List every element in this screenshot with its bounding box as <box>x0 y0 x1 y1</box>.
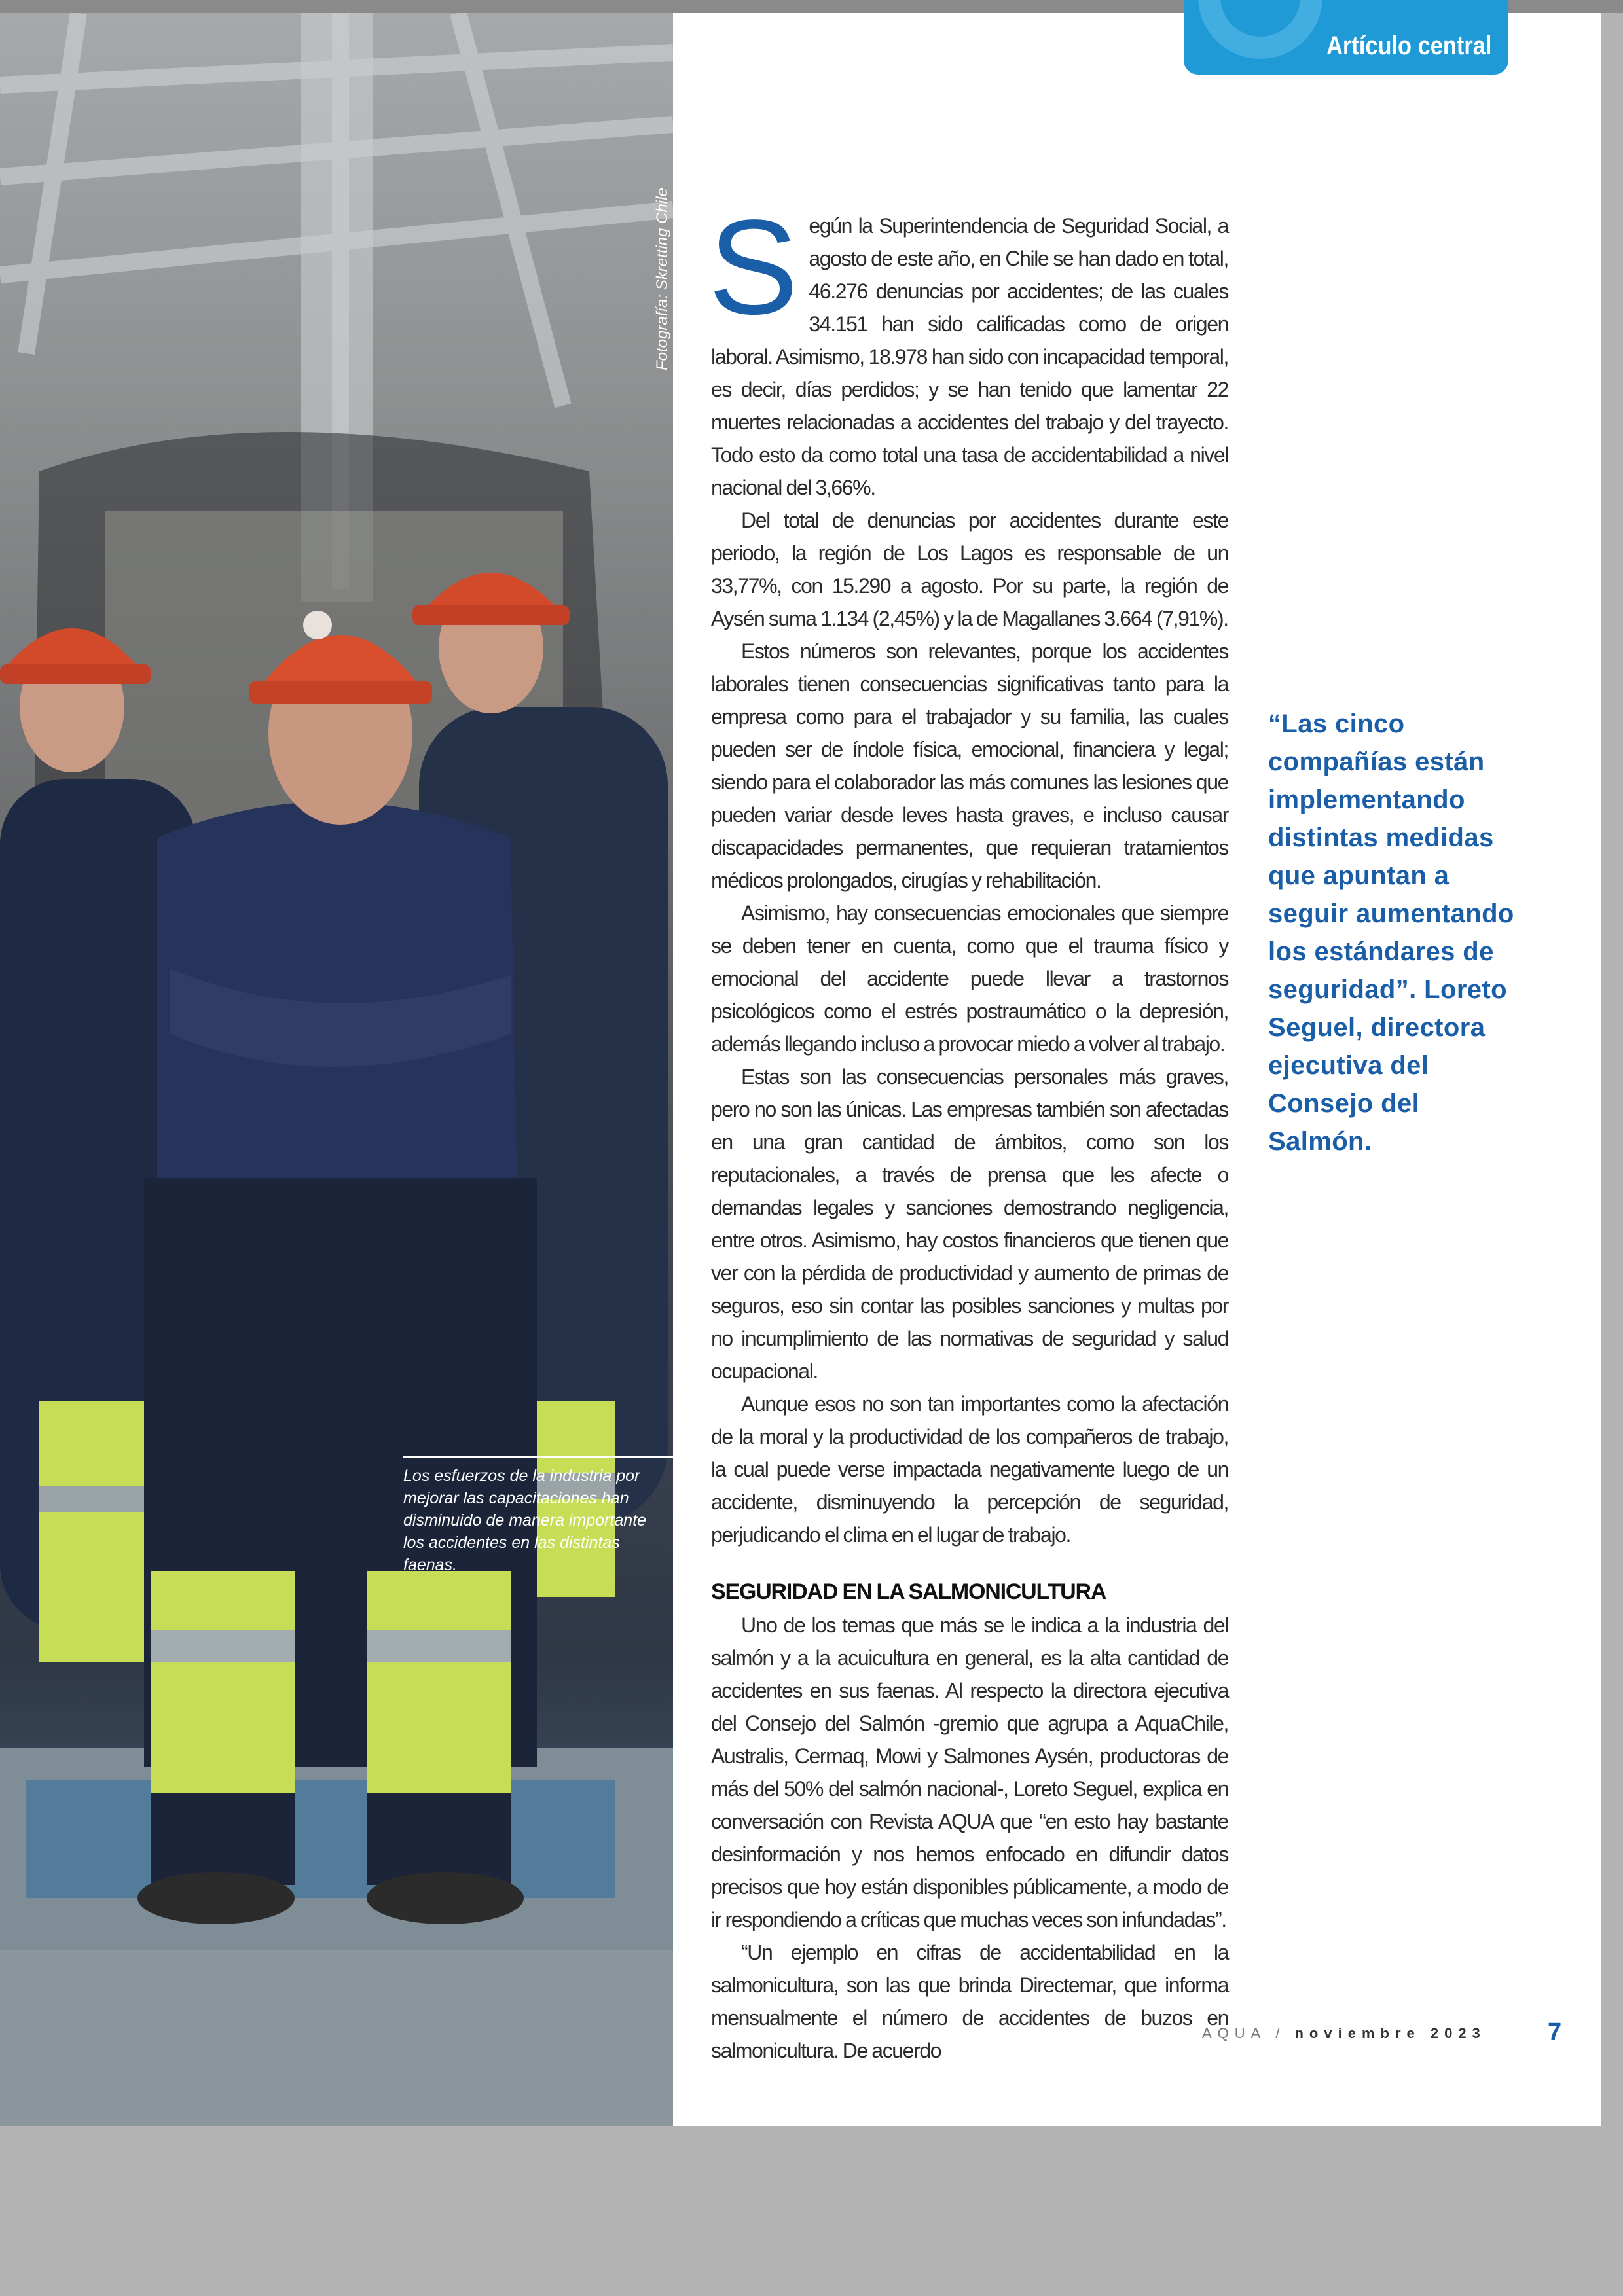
paragraph-6: Aunque esos no son tan importantes como la afectación de la moral y la productividad de los compañeros de trabajo, la cual puede verse impactada negativamente luego de un accidente, disminuyendo la percepción de seguridad, perjudicando el clima en el lugar de trabajo. <box>711 1392 1228 1547</box>
paragraph-1-text: egún la Superintendencia de Seguridad Social, a agosto de este año, en Chile se han dado en total, 46.276 denuncias por accidentes; de las cuales 34.151 han sido calificadas como de origen laboral. Asimismo, 18.978 han sido con incapacidad temporal, es decir, días perdidos; y se han tenido que lamentar 22 muertes relacionadas a accidentes del trabajo y del trayecto. Todo esto da como total una tasa de accidentabilidad a nivel nacional del 3,66%. <box>711 214 1228 499</box>
issue-date: noviembre 2023 <box>1294 2025 1486 2041</box>
photo-caption: Los esfuerzos de la industria por mejorar las capacitaciones han disminuido de manera importante los accidentes en las distintas faenas. <box>403 1467 647 1574</box>
footer-separator: / <box>1275 2025 1286 2041</box>
paragraph-8: “Un ejemplo en cifras de accidentabilidad en la salmonicultura, son las que brinda Directemar, que informa mensualmente el número de accidentes de buzos en salmonicultura. De acuerdo <box>711 1941 1228 2062</box>
page-number: 7 <box>1548 2018 1562 2046</box>
caption-rule <box>403 1456 673 1458</box>
paragraph-3: Estos números son relevantes, porque los accidentes laborales tienen consecuencias significativas tanto para la empresa como para el trabajador y su familia, las cuales pueden ser de índole física, emocional, financiera y legal; siendo para el colaborador las más comunes las lesiones que pueden variar desde leves hasta graves, e incluso causar discapacidades permanentes, que requieran tratamientos médicos prolongados, cirugías y rehabilitación. <box>711 639 1228 892</box>
paragraph-7: Uno de los temas que más se le indica a la industria del salmón y a la acuicultura en general, es la alta cantidad de accidentes en sus faenas. Al respecto la directora ejecutiva del Consejo del Salmón -gremio que agrupa a AquaChile, Australis, Cermaq, Mowi y Salmones Aysén, productoras de más del 50% del salmón nacional-, Loreto Seguel, explica en conversación con Revista AQUA que “en esto hay bastante desinformación y nos hemos enfocado en difundir datos precisos que hoy están disponibles públicamente, a modo de ir respondiendo a críticas que muchas veces son infundadas”. <box>711 1613 1228 1931</box>
workers-illustration <box>0 13 673 2126</box>
paragraph-5: Estas son las consecuencias personales más graves, pero no son las únicas. Las empresas también son afectadas en una gran cantidad de ámbitos, como son los reputacionales, a través de prensa que les afecte o demandas legales y sanciones demostrando negligencia, entre otros. Asimismo, hay costos financieros que tienen que ver con la pérdida de productividad y aumento de primas de seguros, eso sin contar las posibles sanciones y multas por no incumplimiento de las normativas de seguridad y salud ocupacional. <box>711 1065 1228 1383</box>
workers-photo <box>0 13 673 2126</box>
magazine-name: AQUA <box>1202 2025 1267 2041</box>
drop-cap: S <box>708 192 799 342</box>
pull-quote: “Las cinco compañías están implementando distintas medidas que apuntan a seguir aumentando los estándares de seguridad”. Loreto Seguel, directora ejecutiva del Consejo del Salmón. <box>1268 709 1514 1156</box>
photo-credit-text: Fotografía: Skretting Chile <box>653 188 671 370</box>
section-label: Artículo central <box>1326 31 1491 60</box>
paragraph-4: Asimismo, hay consecuencias emocionales que siempre se deben tener en cuenta, como que el trauma físico y emocional del accidente puede llevar a trastornos psicológicos como el estrés postraumático o la depresión, además llegando incluso a provocar miedo a volver al trabajo. <box>711 901 1228 1056</box>
paragraph-1 <box>708 192 1228 504</box>
section-subheading: SEGURIDAD EN LA SALMONICULTURA <box>711 1579 1106 1604</box>
footer-magazine <box>1202 2025 1486 2042</box>
section-tab <box>1184 0 1508 75</box>
article-body <box>708 192 1228 2067</box>
q-logo-icon <box>1198 0 1322 59</box>
paragraph-2: Del total de denuncias por accidentes durante este periodo, la región de Los Lagos es responsable de un 33,77%, con 15.290 a agosto. Por su parte, la región de Aysén suma 1.134 (2,45%) y la de Magallanes 3.664 (7,91%). <box>711 509 1228 630</box>
